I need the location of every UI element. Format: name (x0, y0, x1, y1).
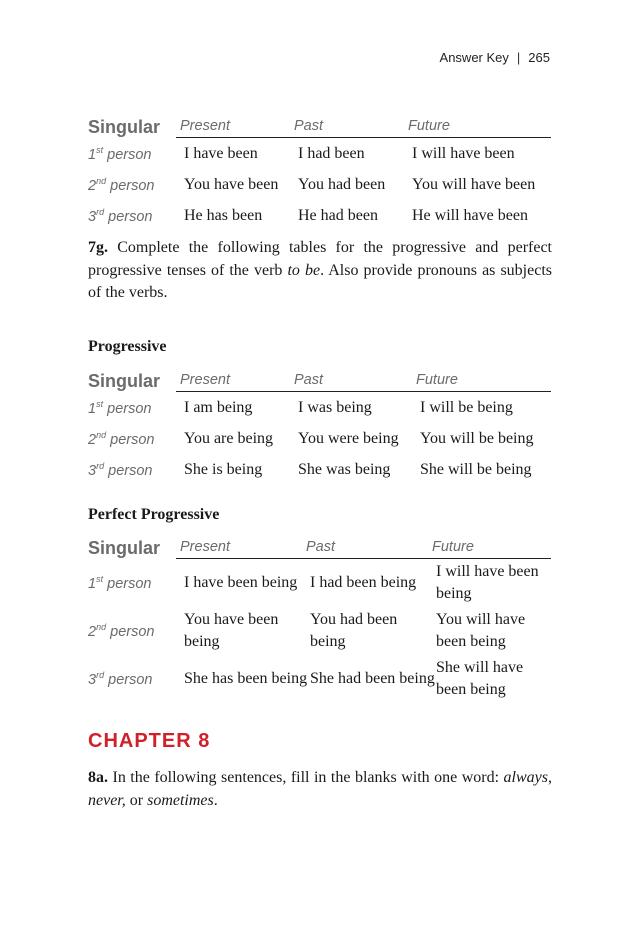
col-future: Future (408, 118, 450, 134)
header-separator: | (516, 50, 521, 65)
person-label: 3rd person (88, 206, 153, 225)
table-row (88, 169, 555, 200)
option-never: never, (88, 791, 126, 809)
person-label: 1st person (88, 574, 152, 592)
cell-future: I will have been (412, 144, 515, 162)
option-sometimes: sometimes (147, 791, 214, 809)
page-number: 265 (528, 50, 550, 65)
cell-present: She is being (184, 460, 263, 478)
cell-future: She will be being (420, 460, 532, 478)
cell-present: You have been being (184, 611, 279, 650)
cell-future: You will have been (412, 175, 536, 193)
cell-past: I had been being (310, 574, 417, 591)
person-label: 3rd person (88, 460, 153, 479)
cell-past: He had been (298, 206, 378, 224)
table-row (88, 423, 555, 454)
cell-future: You will be being (420, 429, 534, 447)
cell-present: I have been being (184, 574, 298, 591)
cell-past: I had been (298, 144, 365, 162)
cell-future: I will have been being (436, 563, 539, 602)
option-always: always (503, 769, 548, 786)
cell-past: I was being (298, 398, 372, 416)
cell-present: I am being (184, 398, 253, 416)
exercise-8a: 8a. In the following sentences, fill in the blanks with one word: always, never, or sometimes. (88, 769, 552, 809)
cell-future: You will have been being (436, 611, 526, 650)
person-label: 1st person (88, 398, 152, 417)
header-section: Answer Key (439, 50, 509, 65)
exercise-label: 7g. (88, 239, 108, 256)
col-future: Future (432, 539, 474, 555)
cell-future: I will be being (420, 398, 513, 416)
cell-present: I have been (184, 144, 258, 162)
col-present: Present (180, 118, 230, 134)
person-label: 2nd person (88, 429, 155, 448)
cell-future: He will have been (412, 206, 528, 224)
col-past: Past (294, 118, 324, 134)
table-row (88, 138, 555, 169)
cell-past: You had been (298, 175, 386, 193)
cell-past: She was being (298, 460, 391, 478)
singular-heading: Singular (88, 117, 161, 137)
table-row (88, 607, 555, 655)
person-label: 2nd person (88, 175, 155, 194)
singular-heading: Singular (88, 538, 161, 558)
person-label: 3rd person (88, 670, 153, 688)
person-label: 1st person (88, 144, 152, 163)
perfect-tense-table (88, 108, 555, 231)
table-row (88, 454, 555, 485)
perfect-progressive-title: Perfect Progressive (88, 506, 220, 523)
exercise-label: 8a. (88, 769, 108, 786)
verb-term: to be (287, 261, 321, 279)
chapter-heading: CHAPTER 8 (88, 730, 211, 752)
col-future: Future (416, 372, 458, 388)
progressive-title: Progressive (88, 338, 167, 355)
table-row (88, 559, 555, 607)
running-header (440, 50, 550, 65)
cell-present: She has been being (184, 670, 308, 687)
cell-future: She will have been being (436, 659, 524, 698)
table-header (88, 362, 555, 392)
person-label: 2nd person (88, 622, 155, 640)
col-past: Past (306, 539, 336, 555)
table-row (88, 655, 555, 703)
table-header (88, 529, 555, 559)
progressive-table (88, 362, 555, 485)
cell-past: You were being (298, 429, 399, 447)
exercise-7g: 7g. Complete the following tables for the progressive and perfect progressive tenses of the verb to be. Also provide pronouns as subjects of the verbs. (88, 239, 552, 301)
cell-present: You are being (184, 429, 274, 447)
table-row (88, 200, 555, 231)
perfect-progressive-table (88, 529, 555, 703)
singular-heading: Singular (88, 371, 161, 391)
col-past: Past (294, 372, 324, 388)
table-row (88, 392, 555, 423)
cell-past: You had been being (310, 611, 398, 650)
table-header (88, 108, 555, 138)
col-present: Present (180, 539, 230, 555)
cell-present: He has been (184, 206, 263, 224)
cell-past: She had been being (310, 670, 435, 687)
cell-present: You have been (184, 175, 279, 193)
col-present: Present (180, 372, 230, 388)
